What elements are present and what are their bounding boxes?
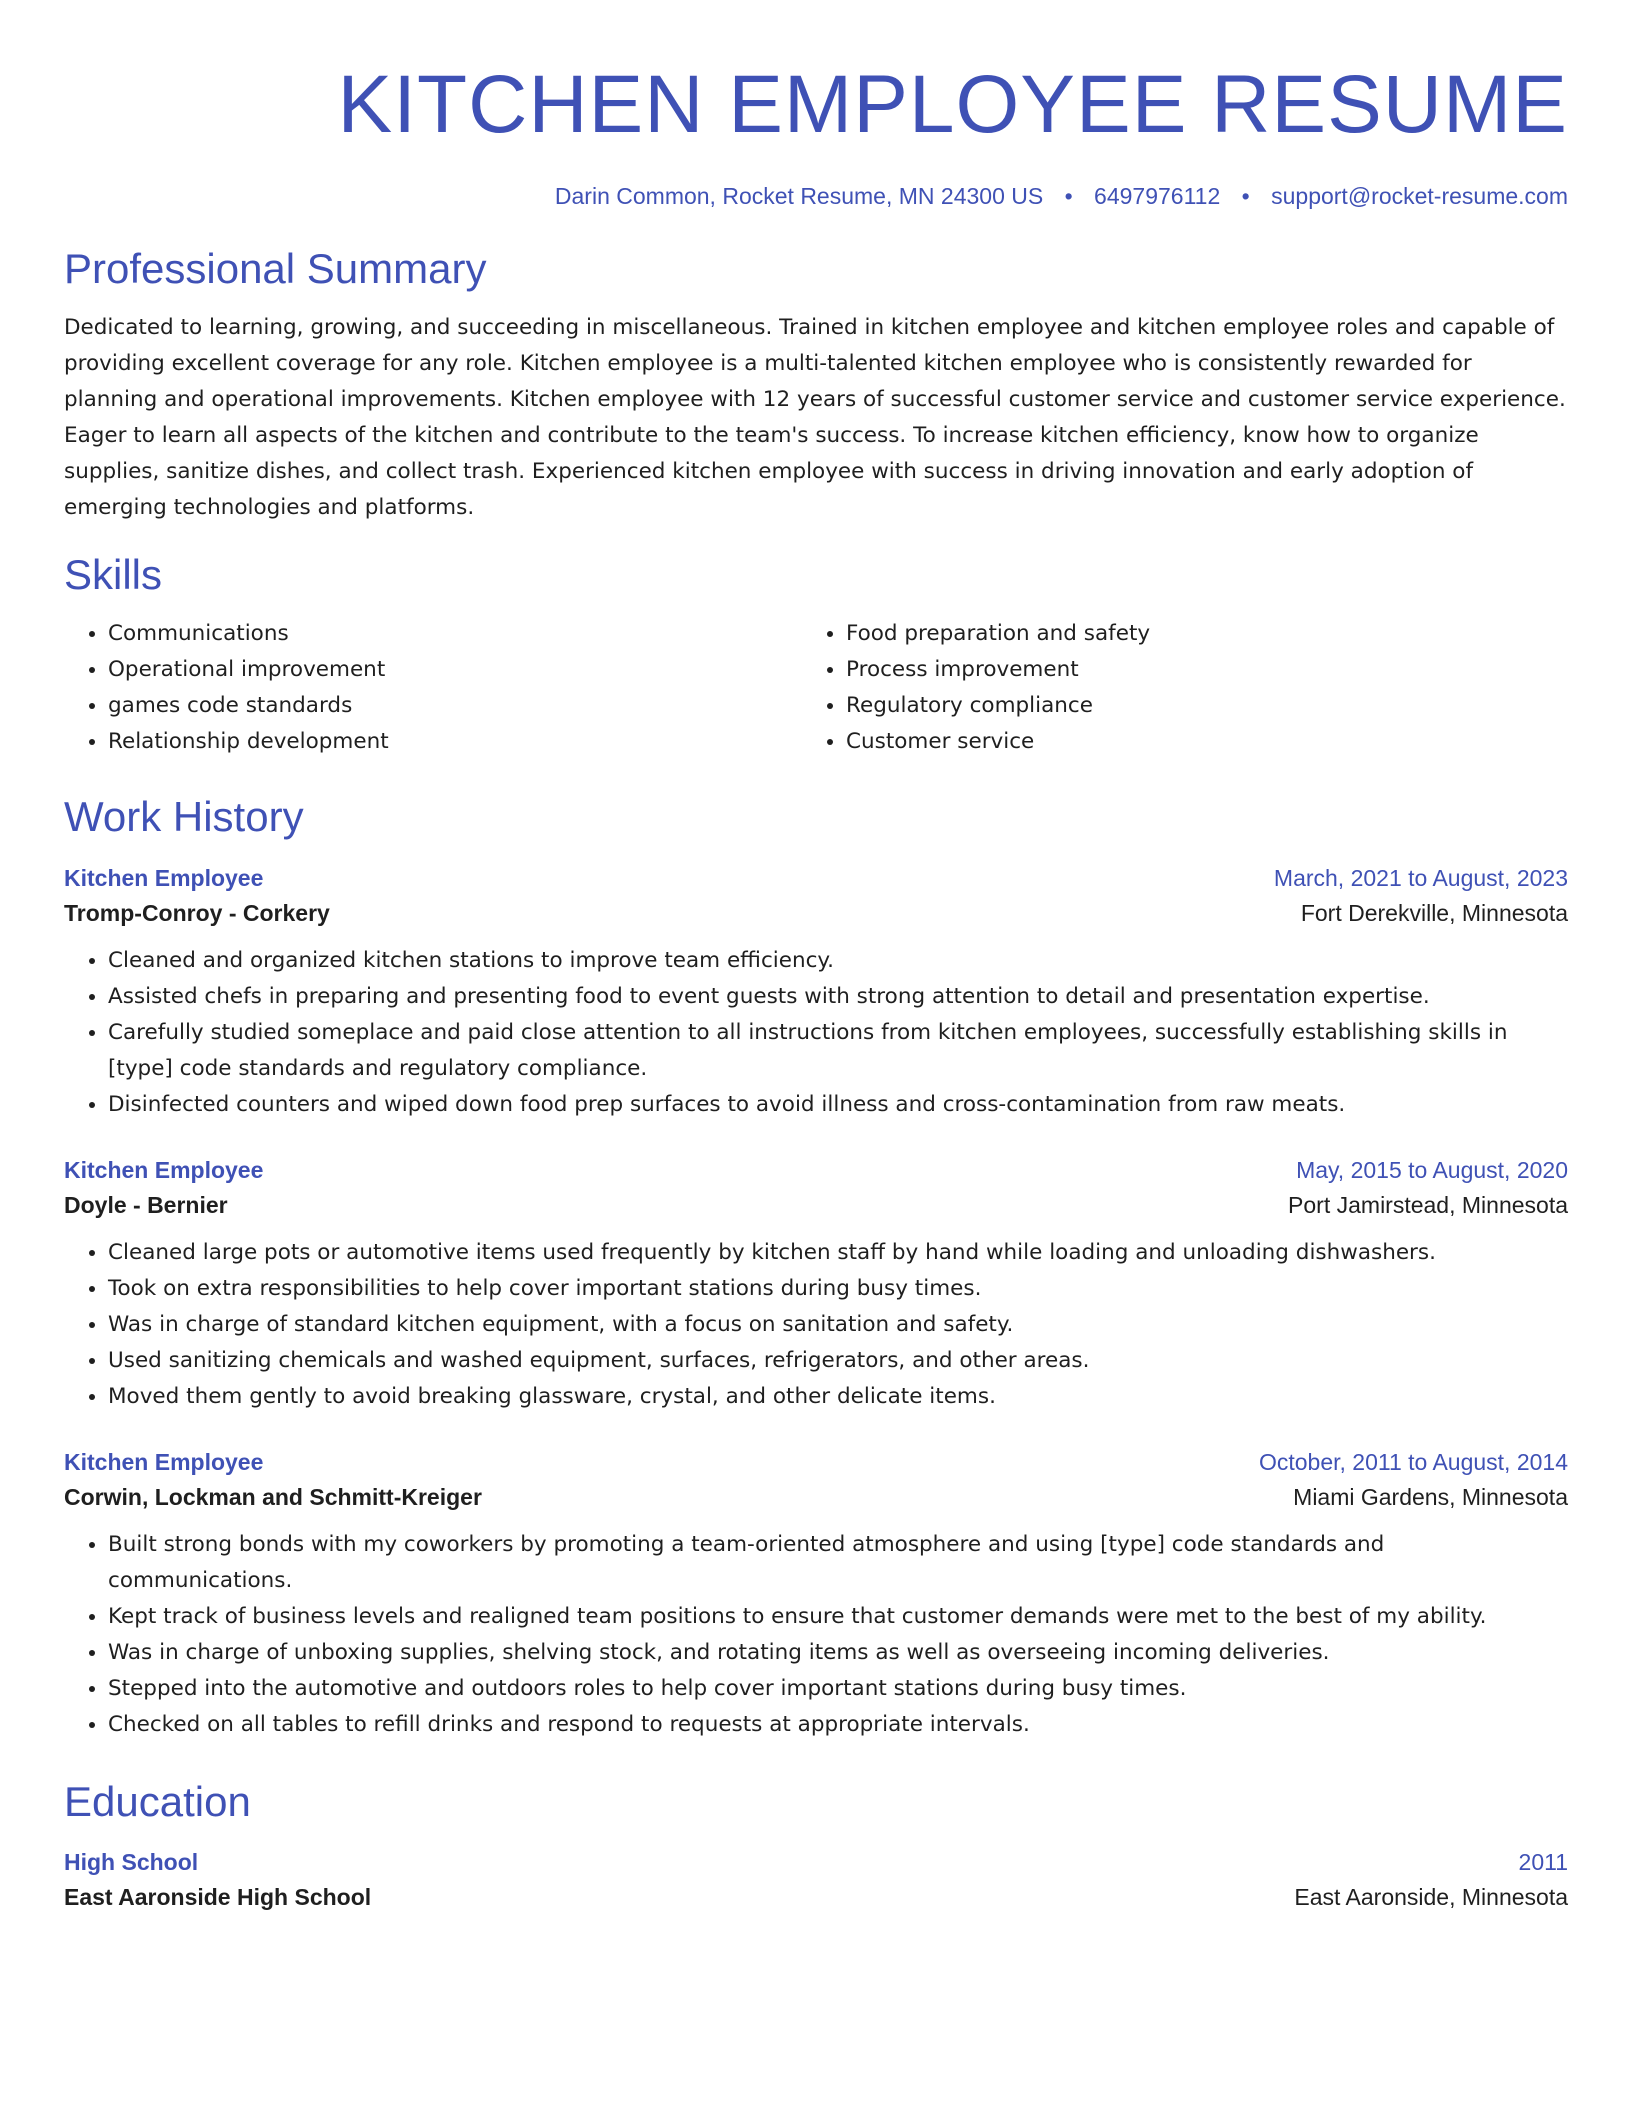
- skill-item: • Operational improvement: [108, 652, 802, 688]
- skills-column-left: [64, 616, 802, 760]
- education-heading: Education: [64, 1777, 251, 1825]
- job-company: Doyle - Bernier: [64, 1191, 228, 1218]
- job-bullet: • Checked on all tables to refill drinks and respond to requests at appropriate intervals.: [108, 1707, 1568, 1743]
- job-bullet: • Used sanitizing chemicals and washed equipment, surfaces, refrigerators, and other areas.: [108, 1343, 1568, 1379]
- job-dates: March, 2021 to August, 2023: [1273, 864, 1568, 891]
- job-bullet: • Was in charge of standard kitchen equipment, with a focus on sanitation and safety.: [108, 1307, 1568, 1343]
- job-bullets: [64, 1235, 1568, 1415]
- job-location: Fort Derekville, Minnesota: [1300, 899, 1568, 926]
- education-degree: High School: [64, 1848, 199, 1875]
- summary-section: [64, 246, 1568, 526]
- job-bullet: • Carefully studied someplace and paid close attention to all instructions from kitchen employees, successfully establishing skills in [type] code standards and regulatory compliance.: [108, 1015, 1568, 1087]
- education-location: East Aaronside, Minnesota: [1294, 1883, 1568, 1910]
- job-location: Miami Gardens, Minnesota: [1293, 1483, 1568, 1510]
- skills-column-right: [802, 616, 1540, 760]
- skills-heading: Skills: [64, 551, 163, 599]
- skill-item: • Communications: [108, 616, 802, 652]
- job-title: Kitchen Employee: [64, 1156, 264, 1183]
- job-bullet: • Cleaned and organized kitchen stations to improve team efficiency.: [108, 943, 1568, 979]
- skills-section: [64, 552, 1568, 760]
- job-bullet: • Kept track of business levels and realigned team positions to ensure that customer demands were met to the best of my ability.: [108, 1599, 1568, 1635]
- skill-item: • Process improvement: [846, 652, 1540, 688]
- job-bullets: [64, 943, 1568, 1123]
- job-bullet: • Was in charge of unboxing supplies, shelving stock, and rotating items as well as overseeing incoming deliveries.: [108, 1635, 1568, 1671]
- contact-phone: 6497976112: [1094, 183, 1221, 209]
- work-history-section: [64, 794, 1568, 1742]
- work-history-heading: Work History: [64, 793, 304, 841]
- summary-text: Dedicated to learning, growing, and succeeding in miscellaneous. Trained in kitchen employee and kitchen employee roles and capable of providing excellent coverage for any role. Kitchen employee is a multi-talented kitchen employee who is consistently rewarded for planning and operational improvements. Kitchen employee with 12 years of successful customer service and customer service experience. Eager to learn all aspects of the kitchen and contribute to the team's success. To increase kitchen efficiency, know how to organize supplies, sanitize dishes, and collect trash. Experienced kitchen employee with success in driving innovation and early adoption of emerging technologies and platforms.: [64, 315, 1566, 521]
- job-bullet: • Moved them gently to avoid breaking glassware, crystal, and other delicate items.: [108, 1379, 1568, 1415]
- contact-line: [64, 183, 1568, 210]
- job-bullet: • Disinfected counters and wiped down food prep surfaces to avoid illness and cross-contamination from raw meats.: [108, 1087, 1568, 1123]
- contact-separator: •: [1241, 183, 1250, 209]
- job-entry: [64, 1157, 1568, 1415]
- job-bullet: • Assisted chefs in preparing and presenting food to event guests with strong attention to detail and presentation expertise.: [108, 979, 1568, 1015]
- job-entry: [64, 865, 1568, 1123]
- education-section: [64, 1779, 1568, 1911]
- contact-email[interactable]: support@rocket-resume.com: [1271, 183, 1568, 209]
- job-dates: October, 2011 to August, 2014: [1258, 1448, 1568, 1475]
- job-bullet: • Built strong bonds with my coworkers by promoting a team-oriented atmosphere and using [type] code standards and communications.: [108, 1527, 1568, 1599]
- job-entry: [64, 1449, 1568, 1743]
- skills-list: [64, 616, 1568, 760]
- skill-item: • Regulatory compliance: [846, 688, 1540, 724]
- education-school: East Aaronside High School: [64, 1883, 372, 1910]
- skill-item: • Food preparation and safety: [846, 616, 1540, 652]
- job-company: Corwin, Lockman and Schmitt-Kreiger: [64, 1483, 482, 1510]
- job-title: Kitchen Employee: [64, 864, 264, 891]
- resume-title: KITCHEN EMPLOYEE RESUME: [337, 59, 1568, 150]
- skill-item: • Relationship development: [108, 724, 802, 760]
- contact-address: Darin Common, Rocket Resume, MN 24300 US: [554, 183, 1044, 209]
- job-bullet: • Stepped into the automotive and outdoors roles to help cover important stations during busy times.: [108, 1671, 1568, 1707]
- job-bullet: • Cleaned large pots or automotive items used frequently by kitchen staff by hand while loading and unloading dishwashers.: [108, 1235, 1568, 1271]
- skill-item: • Customer service: [846, 724, 1540, 760]
- education-year: 2011: [1518, 1848, 1568, 1875]
- skill-item: • games code standards: [108, 688, 802, 724]
- job-dates: May, 2015 to August, 2020: [1296, 1156, 1568, 1183]
- resume-header: [64, 59, 1568, 210]
- summary-heading: Professional Summary: [64, 245, 487, 292]
- job-bullets: [64, 1527, 1568, 1743]
- job-location: Port Jamirstead, Minnesota: [1288, 1191, 1568, 1218]
- job-company: Tromp-Conroy - Corkery: [64, 899, 330, 926]
- job-title: Kitchen Employee: [64, 1448, 264, 1475]
- job-bullet: • Took on extra responsibilities to help cover important stations during busy times.: [108, 1271, 1568, 1307]
- contact-separator: •: [1064, 183, 1073, 209]
